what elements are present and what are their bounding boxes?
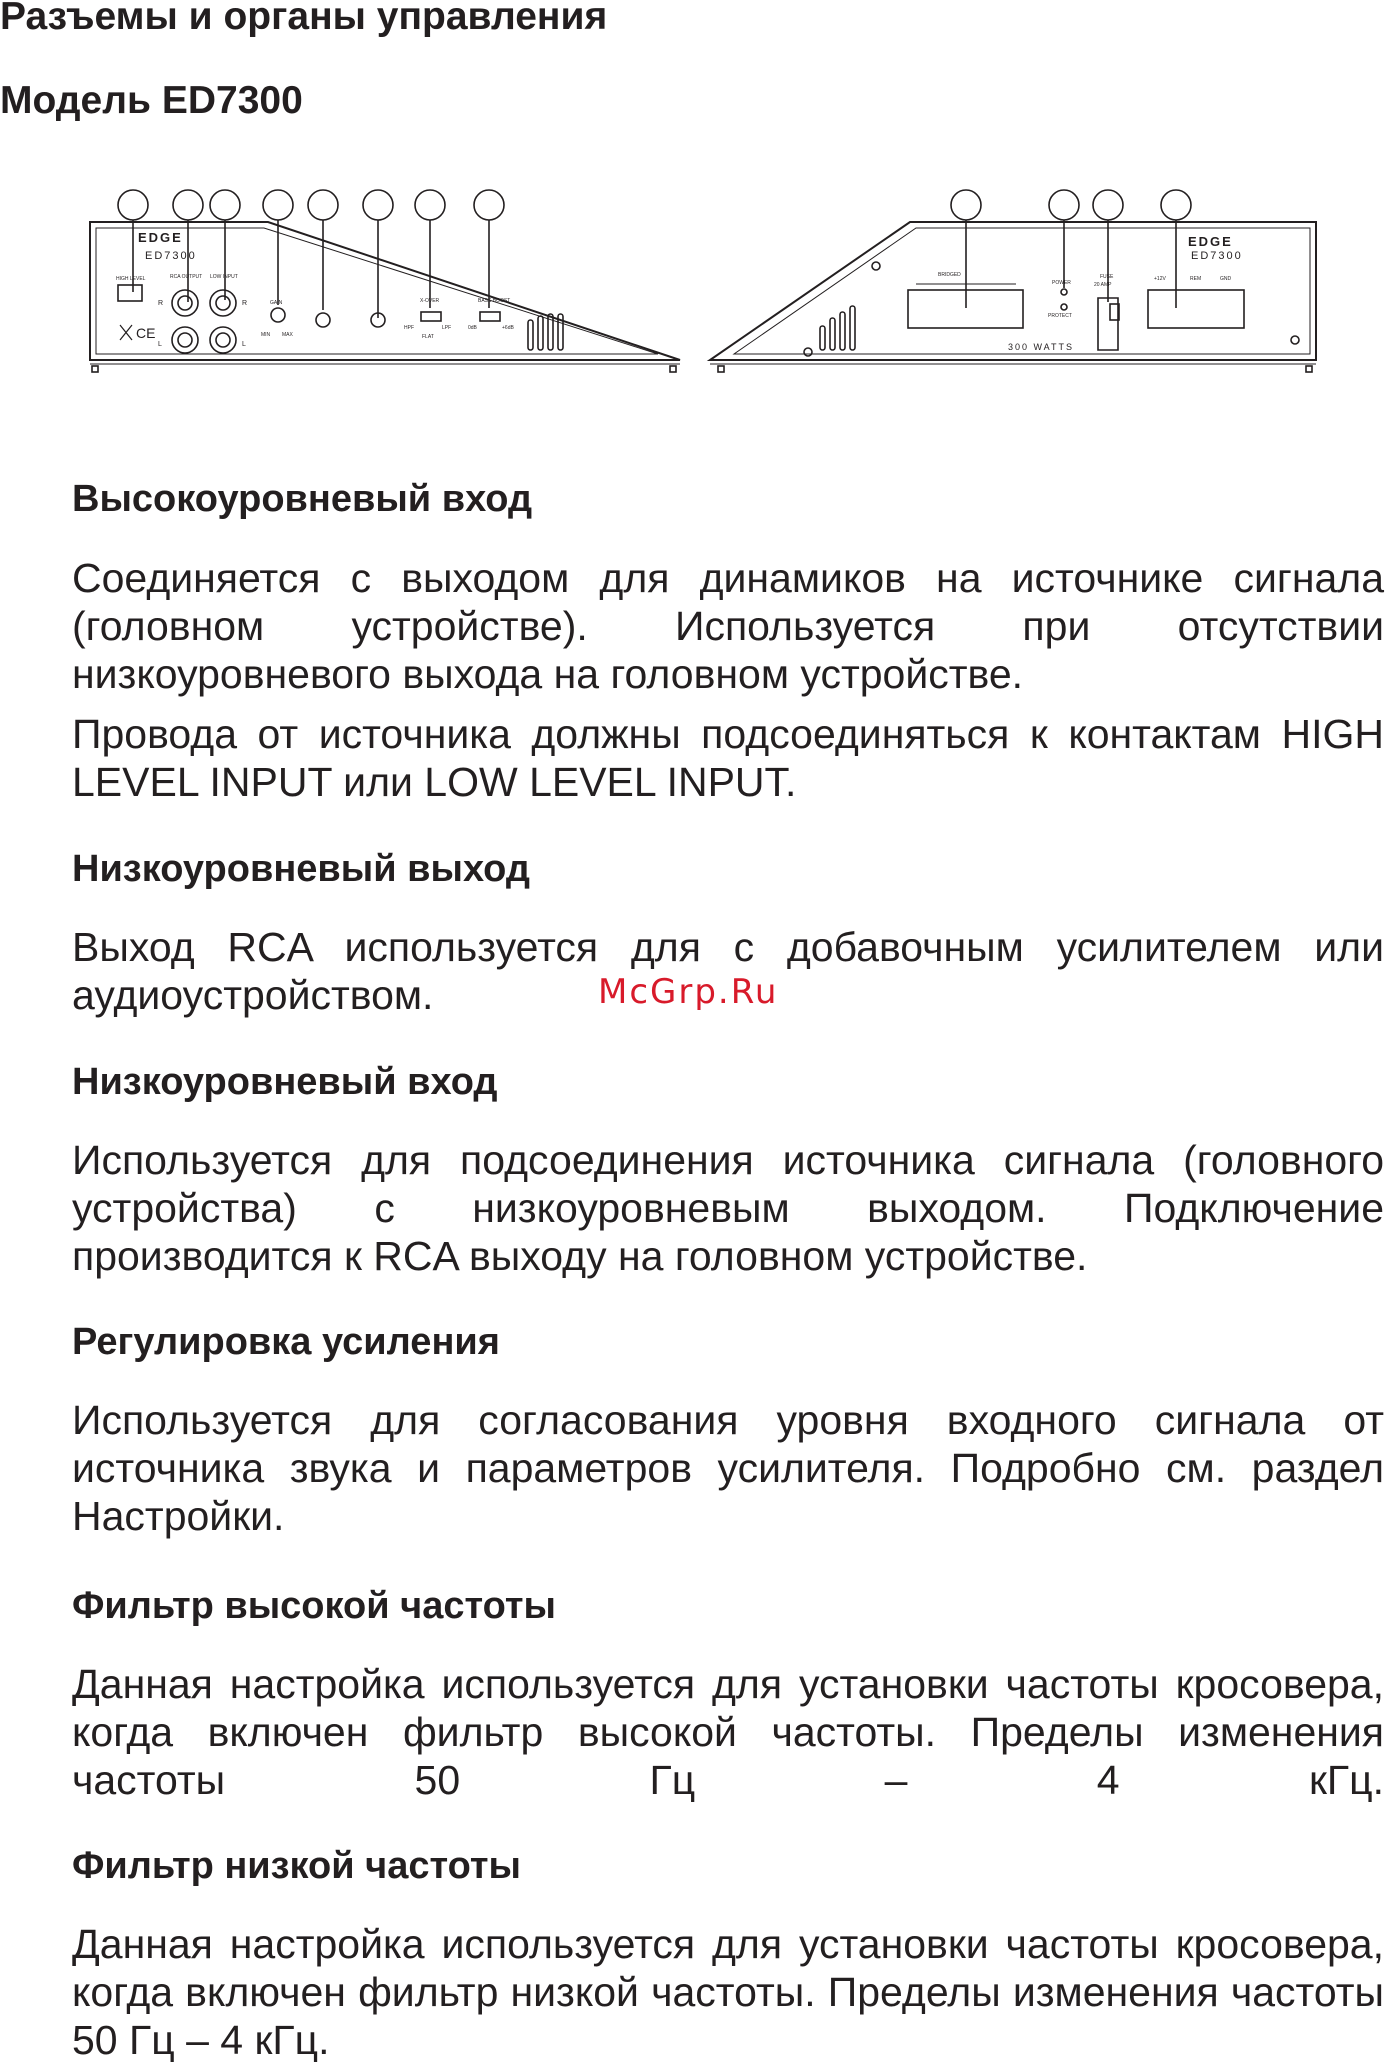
label-gain-max: MAX [282,332,293,338]
label-x-over-lpf: LPF [442,325,452,331]
label-bass-boost: BASS BOOST [478,298,511,304]
label-x-over: X-OVER [420,298,440,304]
section-title-gain: Регулировка усиления [72,1321,500,1363]
label-r-in: R [242,300,248,307]
left-model: ED7300 [145,250,197,262]
paragraph-low-level-output: Выход RCA используется для с добавочным усилителем или аудиоустройством. [72,924,1384,1018]
label-l-out: L [158,341,162,348]
right-brand: EDGE [1188,234,1233,249]
section-title-lpf: Фильтр низкой частоты [72,1845,521,1887]
paragraph-gain: Используется для согласования уровня входного сигнала от источника звука и параметров усилителя. Подробно см. раздел Настройки. [72,1397,1384,1539]
section-title-hpf: Фильтр высокой частоты [72,1585,556,1627]
left-panel [90,190,680,372]
label-protect: PROTECT [1048,313,1072,319]
section-title-low-level-output: Низкоуровневый выход [72,848,530,890]
amplifier-panels-diagram [58,180,1338,390]
label-watts: 300 WATTS [1008,342,1075,352]
left-brand: EDGE [138,230,183,245]
section-title-high-level-input: Высокоуровневый вход [72,478,533,520]
label-bass-boost-on: +6dB [502,325,514,331]
label-gnd: GND [1220,276,1232,282]
model-title: Модель ED7300 [0,79,303,122]
paragraph-hpf: Данная настройка используется для установки частоты кросовера, когда включен фильтр высокой частоты. Пределы изменения частоты 50 Гц – 4 кГц. [72,1661,1384,1803]
paragraph-low-level-input: Используется для подсоединения источника сигнала (головного устройства) с низкоуровневым выходом. Подключение производится к RCA выходу на головном устройстве. [72,1137,1384,1279]
label-rca-output: RCA OUTPUT [170,274,203,280]
section-title-low-level-input: Низкоуровневый вход [72,1061,498,1103]
label-low-input: LOW INPUT [210,274,238,280]
paragraph-high-level-input: Соединяется с выходом для динамиков на источнике сигнала (головном устройстве). Используется при отсутствии низкоуровневого выхода на головном устройстве. [72,555,1384,697]
paragraph-lpf: Данная настройка используется для установки частоты кросовера, когда включен фильтр низкой частоты. Пределы изменения частоты 50 Гц – 4 кГц. [72,1921,1384,2063]
label-power: POWER [1052,280,1071,286]
label-fuse-rating: 20 AMP [1094,282,1112,288]
label-l-in: L [242,341,246,348]
watermark: McGrp.Ru [598,972,779,1012]
label-x-over-hpf: HPF [404,325,414,331]
label-bridged: BRIDGED [938,272,961,278]
right-model: ED7300 [1191,250,1243,262]
label-r-out: R [158,300,164,307]
label-x-over-flat: FLAT [422,334,434,340]
ce-mark: CE [136,325,156,341]
page-title: Разъемы и органы управления [0,0,608,38]
label-high-level: HIGH LEVEL [116,276,146,282]
label-bass-boost-off: 0dB [468,325,477,331]
label-gain-min: MIN [261,332,271,338]
paragraph-high-level-wiring: Провода от источника должны подсоединяться к контактам HIGH LEVEL INPUT или LOW LEVEL INPUT. [72,711,1384,805]
label-fuse: FUSE [1100,274,1114,280]
label-rem: REM [1190,276,1202,282]
label-12v: +12V [1154,276,1166,282]
label-gain: GAIN [270,300,283,306]
right-panel [710,190,1316,372]
